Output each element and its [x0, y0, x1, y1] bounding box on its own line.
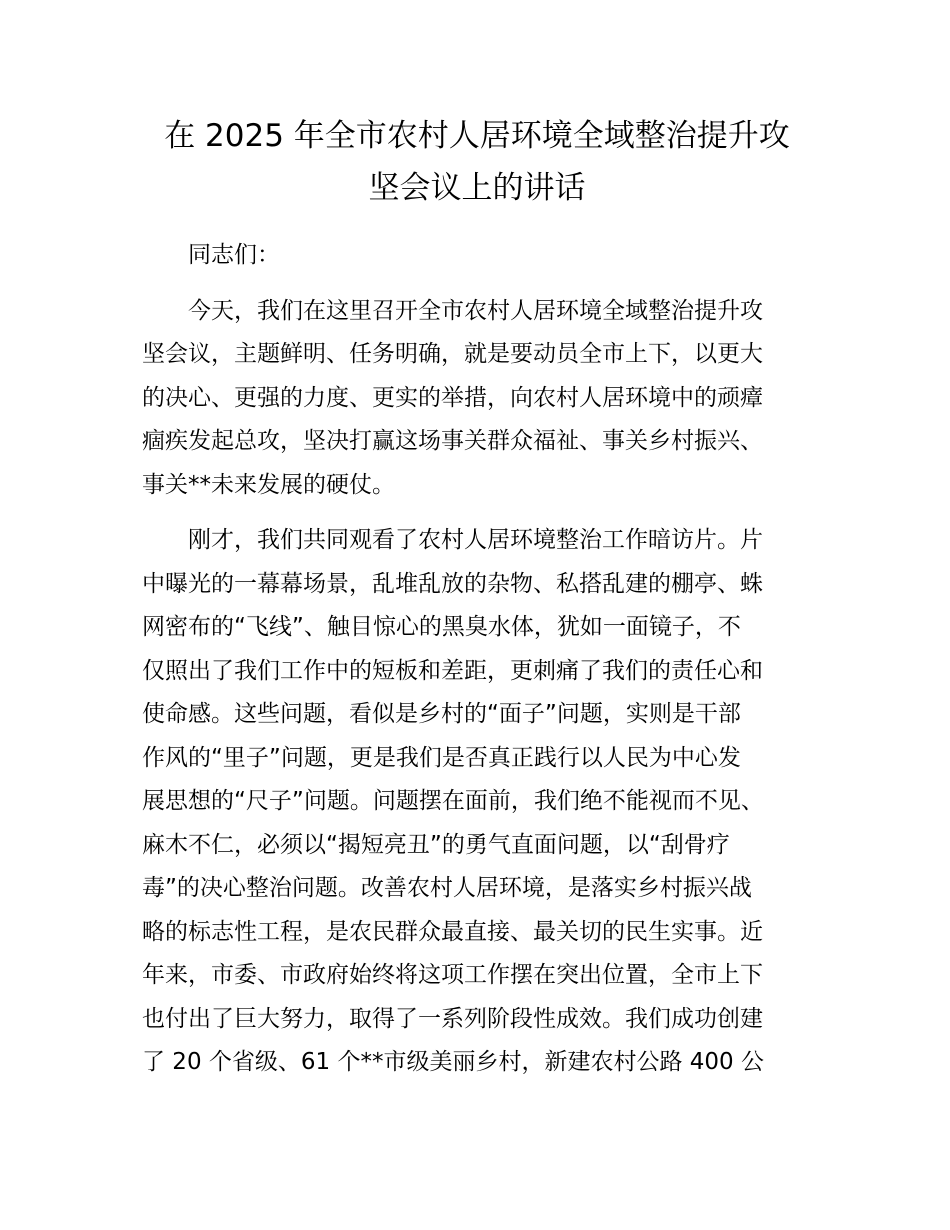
salutation: 同志们：	[188, 242, 280, 268]
text-line: 作风的“里子”问题，更是我们是否真正践行以人民为中心发	[142, 744, 741, 771]
text-line: 今天，我们在这里召开全市农村人居环境全域整治提升攻	[188, 297, 763, 324]
text-line: 仅照出了我们工作中的短板和差距，更刺痛了我们的责任心和	[142, 657, 763, 684]
text-line: 坚会议，主题鲜明、任务明确，就是要动员全市上下，以更大	[142, 341, 763, 367]
title-line: 在 2025 年全市农村人居环境全域整治提升攻	[164, 118, 790, 154]
text-line: 使命感。这些问题，看似是乡村的“面子”问题，实则是干部	[142, 701, 741, 727]
paragraph-2	[142, 519, 812, 1085]
text-line: 麻木不仁，必须以“揭短亮丑”的勇气直面问题，以“刮骨疗	[142, 831, 730, 858]
text-line: 了 20 个省级、61 个**市级美丽乡村，新建农村公路 400 公	[142, 1049, 764, 1075]
text-line: 年来，市委、市政府始终将这项工作摆在突出位置，全市上下	[142, 962, 763, 988]
text-line: 事关**未来发展的硬仗。	[142, 471, 395, 498]
text-line: 中曝光的一幕幕场景，乱堆乱放的杂物、私搭乱建的棚亭、蛛	[142, 570, 763, 597]
text-line: 略的标志性工程，是农民群众最直接、最关切的民生实事。近	[142, 918, 763, 945]
document-title	[142, 110, 812, 214]
text-line: 的决心、更强的力度、更实的举措，向农村人居环境中的顽瘴	[142, 384, 763, 411]
paragraph-1	[142, 290, 812, 508]
text-line: 展思想的“尺子”问题。问题摆在面前，我们绝不能视而不见、	[142, 788, 764, 814]
text-line: 痼疾发起总攻，坚决打赢这场事关群众福祉、事关乡村振兴、	[142, 428, 763, 454]
document-page	[142, 110, 812, 1085]
title-line: 坚会议上的讲话	[368, 170, 586, 206]
text-line: 刚才，我们共同观看了农村人居环境整治工作暗访片。片	[188, 527, 763, 553]
text-line: 毒”的决心整治问题。改善农村人居环境，是落实乡村振兴战	[142, 875, 752, 901]
text-line: 网密布的“飞线”、触目惊心的黑臭水体，犹如一面镜子，不	[142, 614, 741, 640]
text-line: 也付出了巨大努力，取得了一系列阶段性成效。我们成功创建	[142, 1005, 763, 1032]
